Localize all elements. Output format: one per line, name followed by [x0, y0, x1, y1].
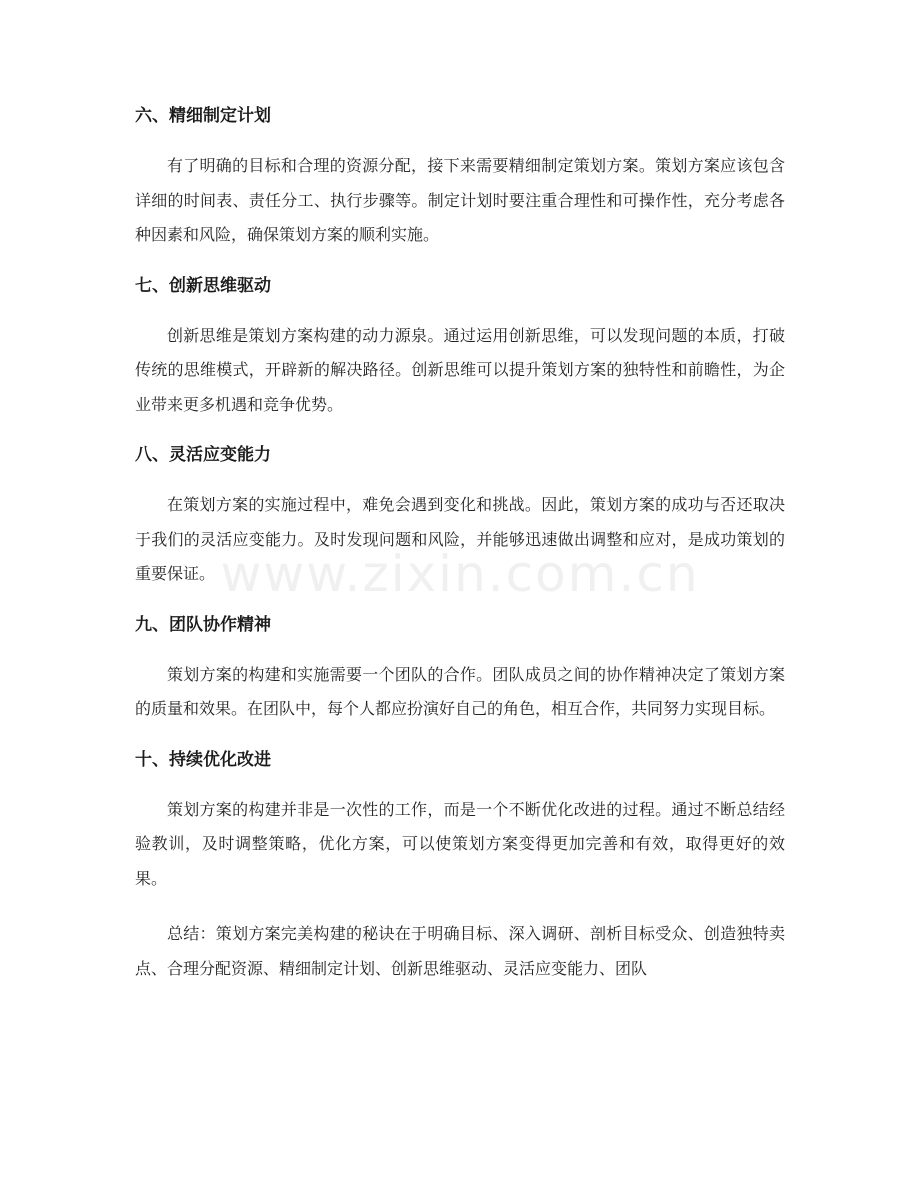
section-paragraph-10: 策划方案的构建并非是一次性的工作，而是一个不断优化改进的过程。通过不断总结经验教训，及时调整策略，优化方案，可以使策划方案变得更加完善和有效，取得更好的效果。 [135, 799, 785, 888]
document-body [135, 104, 785, 986]
section-paragraph-7: 创新思维是策划方案构建的动力源泉。通过运用创新思维，可以发现问题的本质，打破传统的思维模式，开辟新的解决路径。创新思维可以提升策划方案的独特性和前瞻性，为企业带来更多机遇和竞争优势。 [135, 325, 785, 414]
section-title-10: 十、持续优化改进 [135, 749, 271, 770]
section-paragraph-8: 在策划方案的实施过程中，难免会遇到变化和挑战。因此，策划方案的成功与否还取决于我们的灵活应变能力。及时发现问题和风险，并能够迅速做出调整和应对，是成功策划的重要保证。 [135, 495, 785, 583]
section-title-6: 六、精细制定计划 [135, 106, 271, 126]
section-title-8: 八、灵活应变能力 [135, 445, 271, 465]
section-paragraph-9: 策划方案的构建和实施需要一个团队的合作。团队成员之间的协作精神决定了策划方案的质量和效果。在团队中，每个人都应扮演好自己的角色，相互合作，共同努力实现目标。 [135, 664, 785, 718]
section-title-9: 九、团队协作精神 [135, 614, 271, 635]
watermark-text: www.zixin.com.cn [220, 545, 700, 603]
summary-paragraph: 总结：策划方案完美构建的秘诀在于明确目标、深入调研、剖析目标受众、创造独特卖点、合理分配资源、精细制定计划、创新思维驱动、灵活应变能力、团队 [135, 924, 785, 978]
section-paragraph-6: 有了明确的目标和合理的资源分配，接下来需要精细制定策划方案。策划方案应该包含详细的时间表、责任分工、执行步骤等。制定计划时要注重合理性和可操作性，充分考虑各种因素和风险，确保策划方案的顺利实施。 [135, 156, 785, 244]
section-title-7: 七、创新思维驱动 [135, 275, 271, 296]
